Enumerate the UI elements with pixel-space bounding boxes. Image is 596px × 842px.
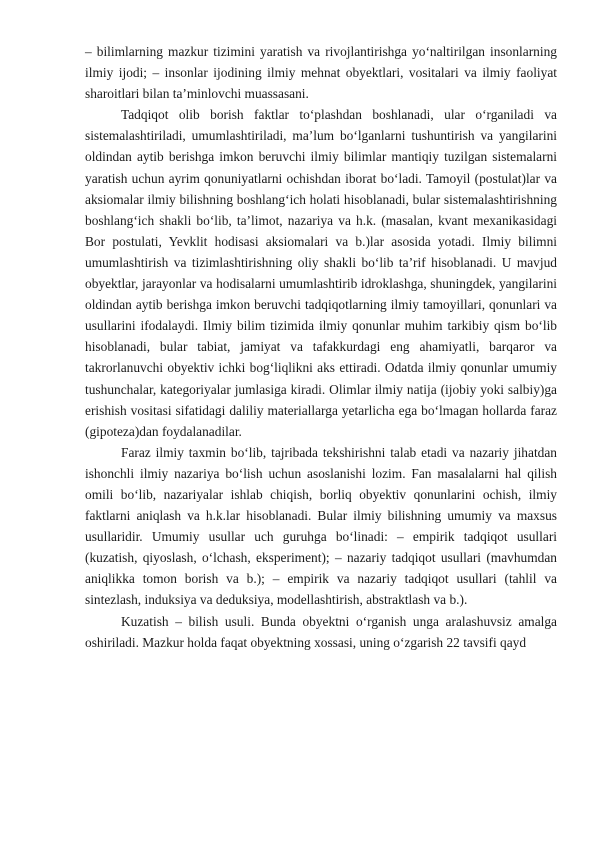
paragraph-2: Tadqiqot olib borish faktlar to‘plashdan boshlanadi, ular o‘rganiladi va sistemalashtiriladi, umumlashtiriladi, ma’lum bo‘lganlarni tushuntirish va yangilarini oldindan aytib berishga imkon beruvchi ilmiy bilimlar mantiqiy tuzilgan sistemalarni yaratish uchun ayrim qonuniyatlarni ochishdan iborat bo‘ladi. Tamoyil (postulat)lar va aksiomalar ilmiy bilishning boshlang‘ich holati hisoblanadi, bular sistemalashtirishning boshlang‘ich shakli bo‘lib, ta’limot, nazariya va h.k. (masalan, kvant mexanikasidagi Bor postulati, Yevklit hodisasi aksiomalari va b.)lar asosida yotadi. Ilmiy bilimni umumlashtirish va tizimlashtirishning oliy shakli bo‘lib ta’rif hisoblanadi. U mavjud obyektlar, jarayonlar va hodisalarni umumlashtirib idroklashga, shuningdek, yangilarini oldindan aytib berishga imkon beruvchi tadqiqotlarning ilmiy tamoyillari, qonunlari va usullarini ifodalaydi. Ilmiy bilim tizimida ilmiy qonunlar muhim tarkibiy qism bo‘lib hisoblanadi, bular tabiat, jamiyat va tafakkurdagi eng ahamiyatli, barqaror va takrorlanuvchi obyektiv ichki bog‘liqlikni aks ettiradi. Odatda ilmiy qonunlar umumiy tushunchalar, kategoriyalar jumlasiga kiradi. Olimlar ilmiy natija (ijobiy yoki salbiy)ga erishish vositasi sifatidagi daliliy materiallarga yetarlicha ega bo‘lmagan hollarda faraz (gipoteza)dan foydalanadilar.: [85, 107, 557, 439]
paragraph-1: – bilimlarning mazkur tizimini yaratish va rivojlantirishga yo‘naltirilgan insonlarning ilmiy ijodi; – insonlar ijodining ilmiy mehnat obyektlari, vositalari va ilmiy faoliyat sharoitlari bilan ta’minlovchi muassasani.: [85, 44, 557, 102]
paragraph-3: Faraz ilmiy taxmin bo‘lib, tajribada tekshirishni talab etadi va nazariy jihatdan ishonchli ilmiy nazariya bo‘lish uchun asoslanishi lozim. Fan masalalarni hal qilish omili bo‘lib, nazariyalar ishlab chiqish, borliq obyektiv qonunlarini ochish, ilmiy faktlarni aniqlash va h.k.lar hisoblanadi. Bular ilmiy bilishning umumiy va maxsus usullaridir. Umumiy usullar uch guruhga bo‘linadi: – empirik tadqiqot usullari (kuzatish, qiyoslash, o‘lchash, eksperiment); – nazariy tadqiqot usullari (mavhumdan aniqlikka tomon borish va b.); – empirik va nazariy tadqiqot usullari (tahlil va sintezlash, induksiya va deduksiya, modellashtirish, abstraktlash va b.).: [85, 444, 557, 608]
document-page: [85, 41, 557, 653]
paragraph-4: Kuzatish – bilish usuli. Bunda obyektni o‘rganish unga aralashuvsiz amalga oshiriladi. Mazkur holda faqat obyektning xossasi, uning o‘zgarish 22 tavsifi qayd: [85, 613, 557, 650]
